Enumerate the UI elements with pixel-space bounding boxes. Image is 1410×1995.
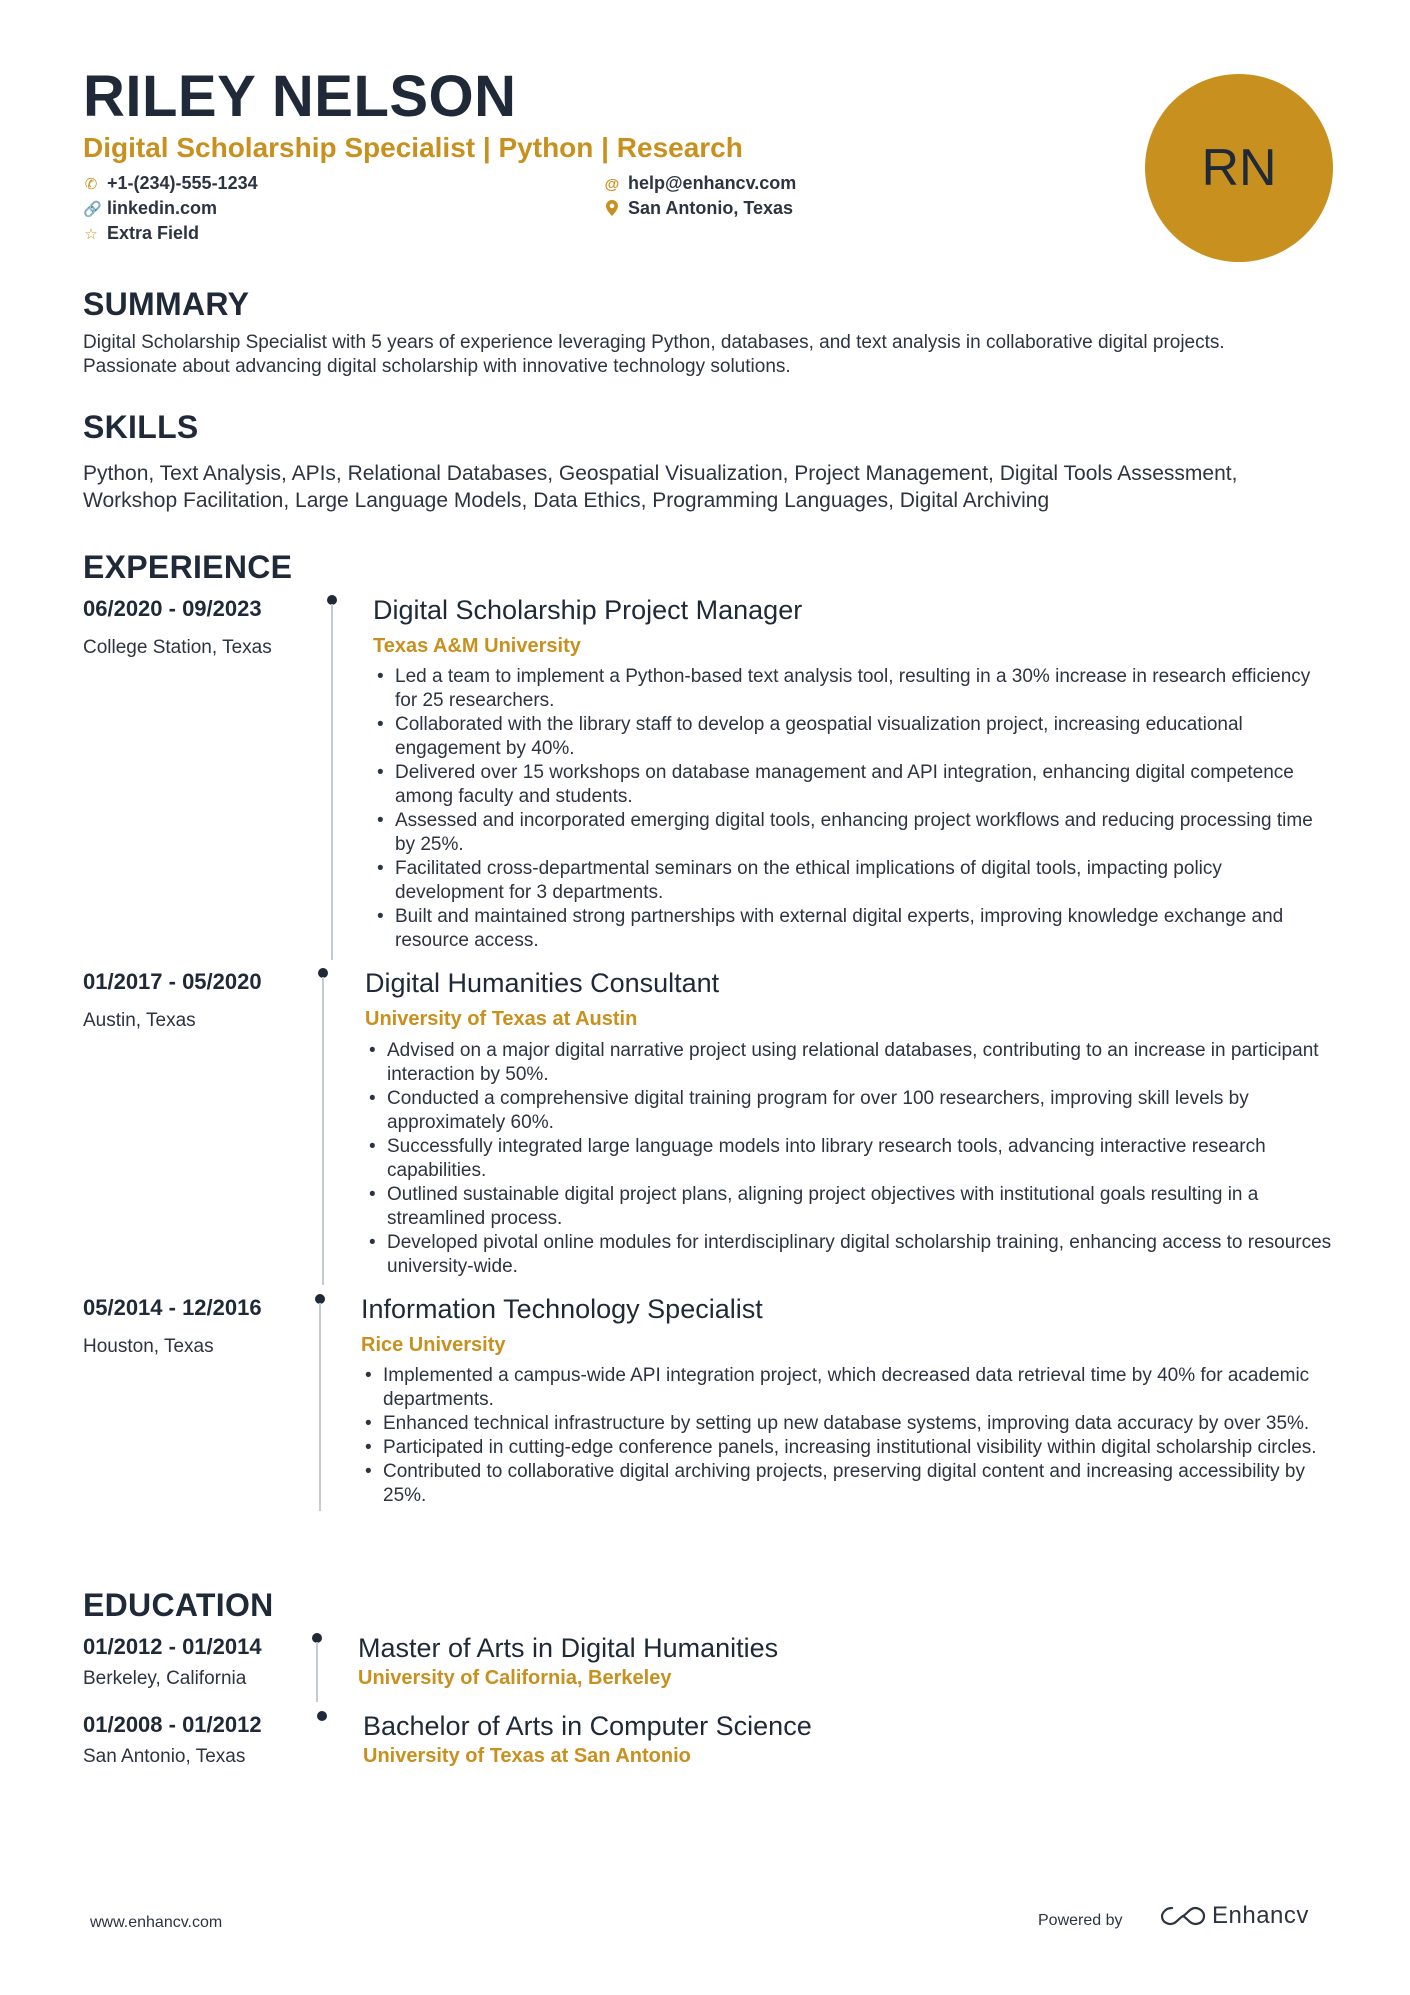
experience-location: Houston, Texas: [83, 1336, 214, 1357]
brand-name: Enhancv: [1212, 1902, 1309, 1929]
list-item: • Implemented a campus-wide API integration project, which decreased data retrieval time by 40% for academic departments.: [361, 1364, 1333, 1412]
experience-dates: 05/2014 - 12/2016: [83, 1295, 262, 1320]
experience-bullets: [361, 1364, 1333, 1508]
experience-dates: 01/2017 - 05/2020: [83, 969, 262, 994]
contact-location: San Antonio, Texas: [604, 197, 793, 221]
education-degree: Bachelor of Arts in Computer Science: [363, 1711, 812, 1741]
education-degree: Master of Arts in Digital Humanities: [358, 1633, 779, 1663]
experience-org: Rice University: [361, 1334, 506, 1356]
experience-org: University of Texas at Austin: [365, 1008, 638, 1030]
list-item: • Assessed and incorporated emerging digital tools, enhancing project workflows and reducing processing time by 25%.: [373, 809, 1333, 857]
at-icon: @: [604, 176, 620, 193]
education-location: San Antonio, Texas: [83, 1746, 246, 1767]
education-dates: 01/2012 - 01/2014: [83, 1634, 262, 1659]
skills-text: Python, Text Analysis, APIs, Relational Databases, Geospatial Visualization, Project Management, Digital Tools Assessment, Workshop Facilitation, Large Language Models, Data Ethics, Programming Languages, Digital Archiving: [83, 462, 1238, 512]
phone-icon: ✆: [84, 176, 98, 193]
avatar-initials: RN: [1201, 139, 1277, 197]
education-school: University of Texas at San Antonio: [363, 1745, 691, 1767]
candidate-name: RILEY NELSON: [83, 64, 517, 129]
timeline-line: [331, 604, 333, 960]
timeline-line: [319, 1303, 321, 1511]
list-item: • Delivered over 15 workshops on database management and API integration, enhancing digital competence among faculty and students.: [373, 761, 1333, 809]
contact-extra: ☆ Extra Field: [83, 222, 199, 246]
list-item: • Participated in cutting-edge conference panels, increasing institutional visibility within digital scholarship circles.: [361, 1436, 1333, 1460]
experience-role: Digital Humanities Consultant: [365, 968, 720, 998]
brand-logo[interactable]: [1160, 1902, 1309, 1930]
contact-phone[interactable]: ✆ +1-(234)-555-1234: [83, 172, 258, 196]
education-dates: 01/2008 - 01/2012: [83, 1712, 262, 1737]
experience-bullets: [373, 665, 1333, 953]
footer-url[interactable]: www.enhancv.com: [90, 1914, 223, 1931]
education-title: EDUCATION: [83, 1587, 274, 1623]
experience-bullets: [365, 1039, 1333, 1279]
list-item: • Collaborated with the library staff to develop a geospatial visualization project, increasing educational engagement by 40%.: [373, 713, 1333, 761]
experience-dates: 06/2020 - 09/2023: [83, 596, 262, 621]
experience-location: Austin, Texas: [83, 1010, 196, 1031]
experience-role: Information Technology Specialist: [361, 1294, 763, 1324]
link-icon: 🔗: [83, 201, 102, 218]
list-item: • Contributed to collaborative digital archiving projects, preserving digital content and increasing accessibility by 25%.: [361, 1460, 1333, 1508]
star-icon: ☆: [84, 226, 98, 243]
timeline-line: [316, 1642, 318, 1702]
list-item: • Successfully integrated large language models into library research tools, advancing interactive research capabilities.: [365, 1135, 1333, 1183]
timeline-line: [322, 977, 324, 1285]
skills-title: SKILLS: [83, 409, 199, 445]
list-item: • Outlined sustainable digital project plans, aligning project objectives with institutional goals resulting in a streamlined process.: [365, 1183, 1333, 1231]
enhancv-logo-icon: [1160, 1903, 1206, 1929]
list-item: • Advised on a major digital narrative project using relational databases, contributing to an increase in participant interaction by 50%.: [365, 1039, 1333, 1087]
headline: Digital Scholarship Specialist | Python | Research: [83, 132, 743, 163]
location-pin-icon: [604, 199, 620, 221]
list-item: • Enhanced technical infrastructure by setting up new database systems, improving data accuracy by over 35%.: [361, 1412, 1333, 1436]
experience-location: College Station, Texas: [83, 637, 272, 658]
education-location: Berkeley, California: [83, 1668, 247, 1689]
list-item: • Developed pivotal online modules for interdisciplinary digital scholarship training, enhancing access to resources university-wide.: [365, 1231, 1333, 1279]
contact-linkedin[interactable]: 🔗 linkedin.com: [83, 197, 217, 221]
list-item: • Facilitated cross-departmental seminars on the ethical implications of digital tools, impacting policy development for 3 departments.: [373, 857, 1333, 905]
avatar: [1145, 74, 1333, 262]
experience-org: Texas A&M University: [373, 635, 581, 657]
list-item: • Built and maintained strong partnerships with external digital experts, improving knowledge exchange and resource access.: [373, 905, 1333, 953]
contact-email[interactable]: @ help@enhancv.com: [604, 172, 796, 196]
education-school: University of California, Berkeley: [358, 1667, 672, 1689]
summary-title: SUMMARY: [83, 286, 250, 322]
list-item: • Conducted a comprehensive digital training program for over 100 researchers, improving skill levels by approximately 60%.: [365, 1087, 1333, 1135]
list-item: • Led a team to implement a Python-based text analysis tool, resulting in a 30% increase in research efficiency for 25 researchers.: [373, 665, 1333, 713]
timeline-dot: [317, 1711, 327, 1721]
powered-by-label: Powered by: [1038, 1912, 1123, 1929]
experience-role: Digital Scholarship Project Manager: [373, 595, 803, 625]
summary-text: Digital Scholarship Specialist with 5 years of experience leveraging Python, databases, and text analysis in collaborative digital projects. Passionate about advancing digital scholarship with innovative technology solutions.: [83, 332, 1225, 377]
experience-title: EXPERIENCE: [83, 549, 293, 585]
